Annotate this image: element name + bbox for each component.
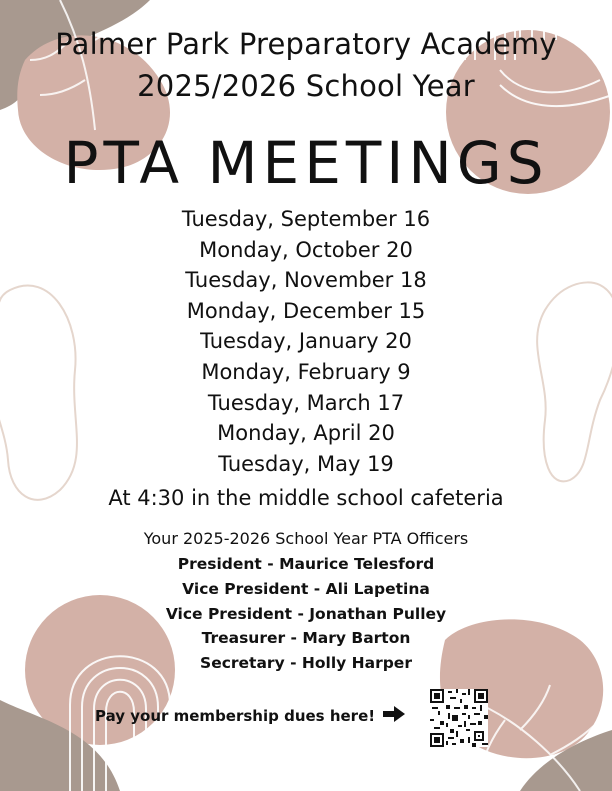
meeting-date: Monday, December 15 — [186, 298, 426, 323]
dues-text: Pay your membership dues here! — [95, 707, 376, 725]
school-name: Palmer Park Preparatory Academy — [55, 27, 557, 61]
dues-row — [95, 706, 405, 726]
officers-list — [0, 552, 612, 676]
meeting-date: Tuesday, May 19 — [218, 451, 394, 476]
officers-heading: Your 2025-2026 School Year PTA Officers — [143, 529, 469, 548]
meeting-dates-list — [0, 204, 612, 479]
meeting-date: Tuesday, November 18 — [185, 268, 427, 293]
meeting-date: Tuesday, March 17 — [207, 390, 405, 415]
meeting-date: Tuesday, January 20 — [200, 329, 412, 354]
meeting-date: Tuesday, September 16 — [181, 207, 431, 231]
qr-code-icon[interactable] — [430, 689, 488, 747]
page-title: PTA MEETINGS — [63, 129, 549, 197]
officer-entry: Treasurer - Mary Barton — [201, 629, 411, 648]
officer-entry: Vice President - Jonathan Pulley — [165, 604, 447, 623]
officer-entry: Secretary - Holly Harper — [200, 654, 412, 673]
arrow-right-icon — [383, 706, 405, 726]
meeting-date: Monday, April 20 — [217, 421, 395, 446]
meeting-time-location: At 4:30 in the middle school cafeteria — [108, 486, 504, 510]
officer-entry: President - Maurice Telesford — [177, 555, 435, 573]
meeting-date: Monday, February 9 — [201, 359, 411, 384]
officer-entry: Vice President - Ali Lapetina — [182, 579, 430, 598]
school-year: 2025/2026 School Year — [137, 69, 475, 103]
meeting-date: Monday, October 20 — [199, 237, 413, 262]
